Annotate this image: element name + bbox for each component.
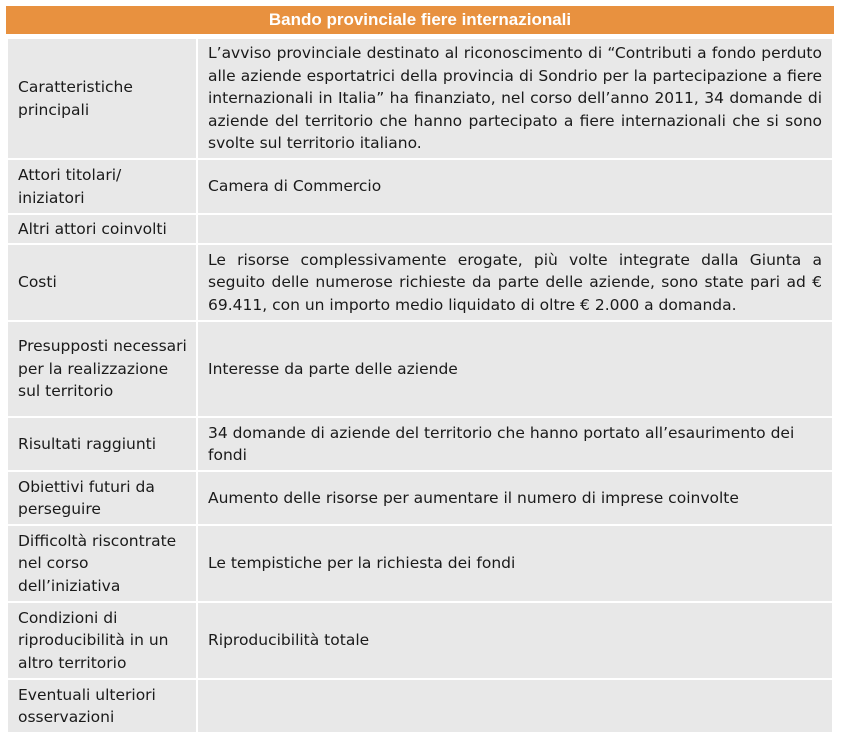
table-row — [7, 525, 833, 602]
row-value: Le tempistiche per la richiesta dei fondi — [197, 525, 833, 602]
row-value: L’avviso provinciale destinato al riconoscimento di “Contributi a fondo perduto alle aziende esportatrici della provincia di Sondrio per la partecipazione a fiere internazionali in Italia” ha finanziato, nel corso dell’anno 2011, 34 domande di aziende del territorio che hanno partecipato a fiere internazionali che si sono svolte sul territorio italiano. — [197, 38, 833, 159]
row-value: Interesse da parte delle aziende — [197, 321, 833, 417]
row-value — [197, 214, 833, 244]
table-row — [7, 679, 833, 733]
table-title: Bando provinciale fiere internazionali — [6, 6, 834, 37]
row-label: Obiettivi futuri da perseguire — [7, 471, 197, 525]
row-label: Presupposti necessari per la realizzazione sul territorio — [7, 321, 197, 417]
row-label: Eventuali ulteriori osservazioni — [7, 679, 197, 733]
row-value — [197, 679, 833, 733]
row-value: 34 domande di aziende del territorio che hanno portato all’esaurimento dei fondi — [197, 417, 833, 471]
table-row — [7, 471, 833, 525]
table-row — [7, 244, 833, 321]
row-value: Le risorse complessivamente erogate, più volte integrate dalla Giunta a seguito delle numerose richieste da parte delle aziende, sono state pari ad € 69.411, con un importo medio liquidato di oltre € 2.000 a domanda. — [197, 244, 833, 321]
row-label: Risultati raggiunti — [7, 417, 197, 471]
info-sheet — [6, 6, 834, 734]
table-row — [7, 321, 833, 417]
info-table — [6, 37, 834, 734]
table-row — [7, 159, 833, 214]
row-value: Riproducibilità totale — [197, 602, 833, 679]
row-value: Camera di Commercio — [197, 159, 833, 214]
table-row — [7, 602, 833, 679]
table-row — [7, 214, 833, 244]
row-label: Attori titolari/ iniziatori — [7, 159, 197, 214]
row-label: Altri attori coinvolti — [7, 214, 197, 244]
row-label: Difficoltà riscontrate nel corso dell’iniziativa — [7, 525, 197, 602]
table-row — [7, 417, 833, 471]
row-label: Costi — [7, 244, 197, 321]
table-row — [7, 38, 833, 159]
row-label: Caratteristiche principali — [7, 38, 197, 159]
row-label: Condizioni di riproducibilità in un altro territorio — [7, 602, 197, 679]
row-value: Aumento delle risorse per aumentare il numero di imprese coinvolte — [197, 471, 833, 525]
